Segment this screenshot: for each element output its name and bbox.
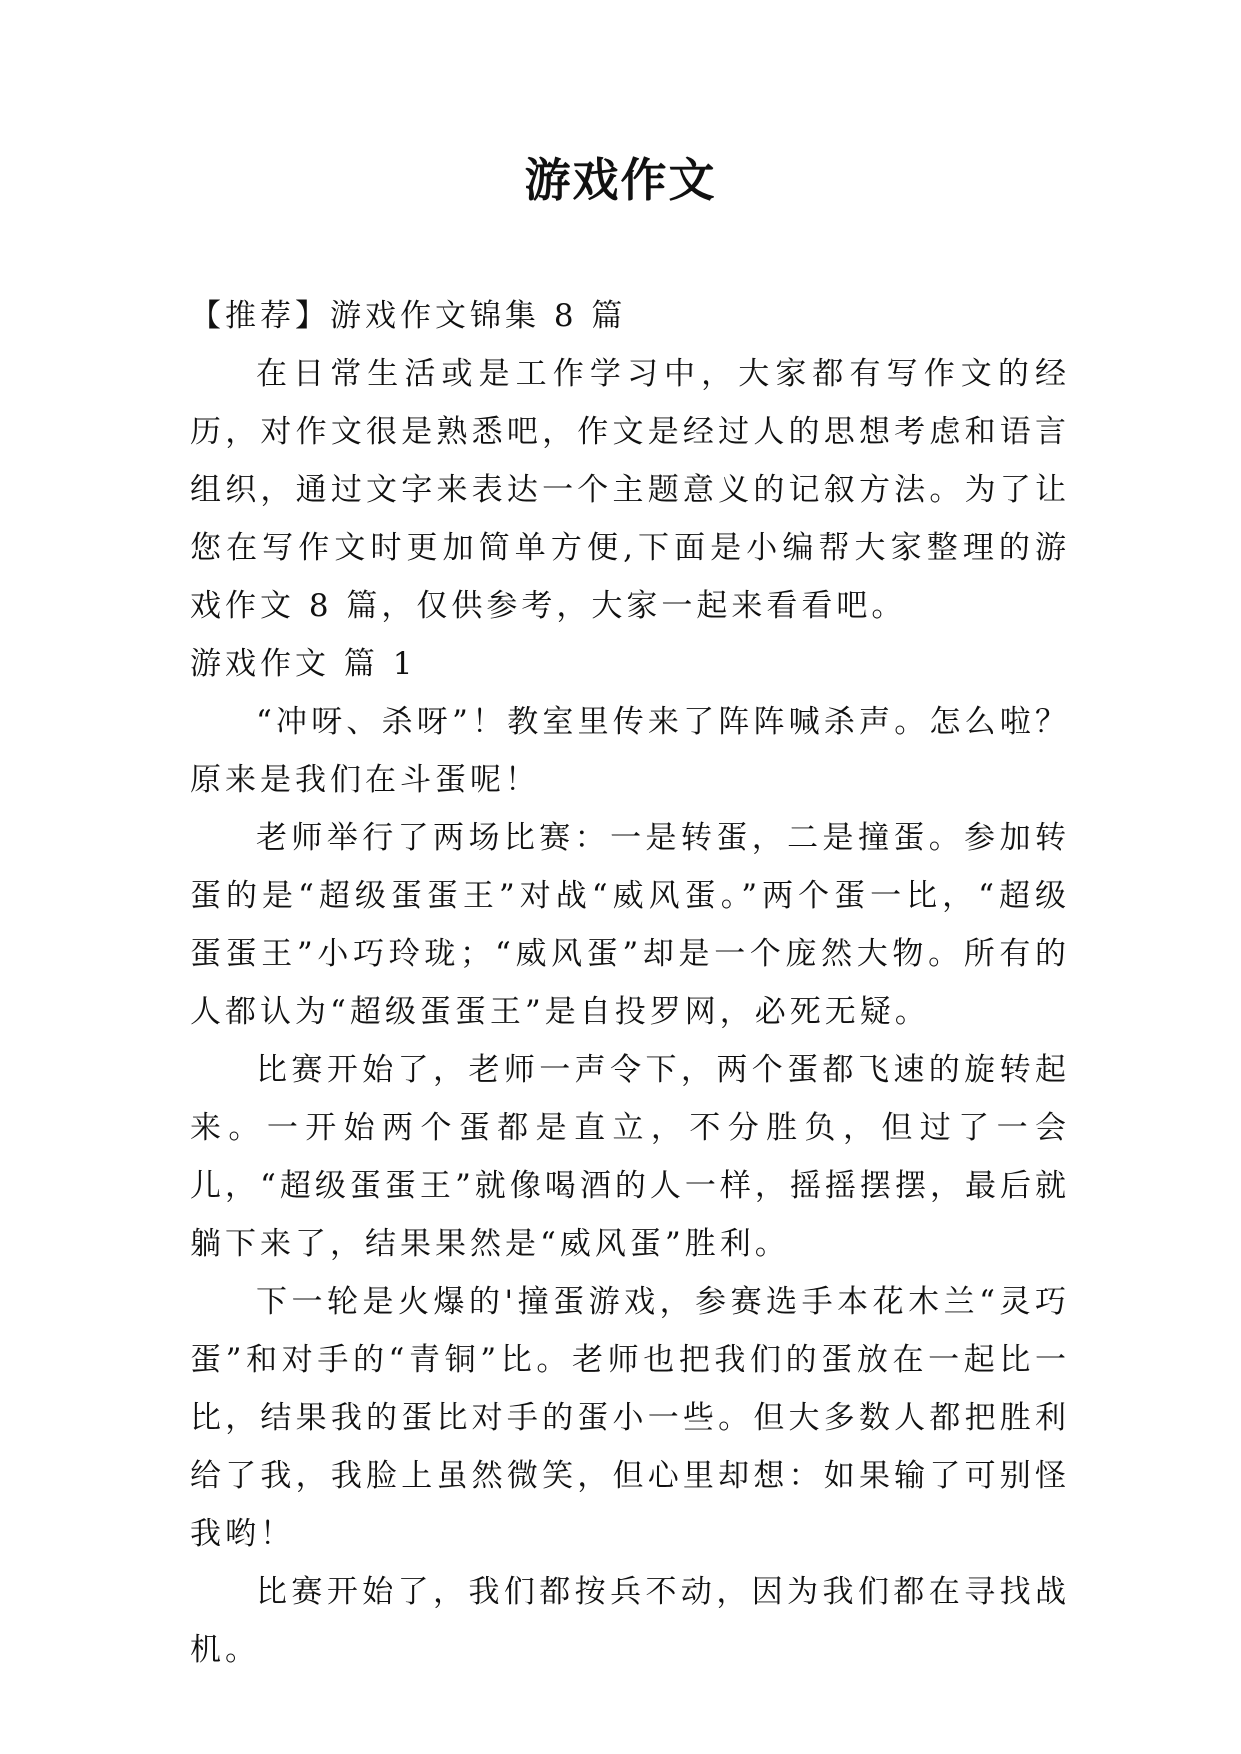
body-paragraph: 老师举行了两场比赛：一是转蛋，二是撞蛋。参加转蛋的是“超级蛋蛋王”对战“威风蛋。”两个蛋一比，“超级蛋蛋王”小巧玲珑；“威风蛋”却是一个庞然大物。所有的人都认为“超级蛋蛋王”是自投罗网，必死无疑。 [190,820,1070,1030]
body-paragraph: “冲呀、杀呀”！教室里传来了阵阵喊杀声。怎么啦？原来是我们在斗蛋呢！ [190,704,1070,798]
intro-paragraph: 在日常生活或是工作学习中，大家都有写作文的经历，对作文很是熟悉吧，作文是经过人的思想考虑和语言组织，通过文字来表达一个主题意义的记叙方法。为了让您在写作文时更加简单方便,下面是小编帮大家整理的游戏作文 8 篇，仅供参考，大家一起来看看吧。 [190,356,1070,624]
document-title: 游戏作文 [524,153,717,207]
body-paragraph: 比赛开始了，我们都按兵不动，因为我们都在寻找战机。 [190,1574,1070,1668]
body-paragraph: 比赛开始了，老师一声令下，两个蛋都飞速的旋转起来。一开始两个蛋都是直立，不分胜负，但过了一会儿，“超级蛋蛋王”就像喝酒的人一样，摇摇摆摆，最后就躺下来了，结果果然是“威风蛋”胜利。 [190,1052,1070,1262]
recommend-heading: 【推荐】游戏作文锦集 8 篇 [190,298,627,334]
body-paragraph: 下一轮是火爆的'撞蛋游戏，参赛选手本花木兰“灵巧蛋”和对手的“青铜”比。老师也把我们的蛋放在一起比一比，结果我的蛋比对手的蛋小一些。但大多数人都把胜利给了我，我脸上虽然微笑，但心里却想：如果输了可别怪我哟！ [190,1284,1070,1552]
section-heading: 游戏作文 篇 1 [190,646,417,682]
document-body [190,287,1070,1679]
